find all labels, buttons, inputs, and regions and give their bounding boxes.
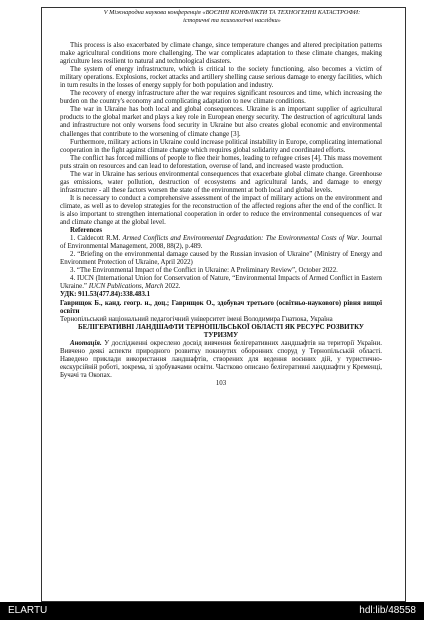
article-title: БЕЛІГЕРАТИВНІ ЛАНДШАФТИ ТЕРНОПІЛЬСЬКОЇ ОБЛАСТІ ЯК РЕСУРС РОЗВИТКУ ТУРИЗМУ xyxy=(78,323,364,339)
paragraph: It is necessary to conduct a comprehensive assessment of the impact of military actions on the environment and climate, as well as to develop strategies for the reconstruction of the affected regions after the end of the conflict. It is also important to strengthen international cooperation in order to reduce the environmental consequences of war and climate change at the global level. xyxy=(60,194,382,227)
reference-item: 4. IUCN (International Union for Conservation of Nature, “Environmental Impacts of Armed Conflict in Eastern Ukraine.” IUCN Publications, March 2022. xyxy=(60,275,382,291)
paragraph: The war in Ukraine has serious environmental consequences that exacerbate global climate change. Greenhouse gas emissions, water pollution, destruction of ecosystems and agricultural lands, and damage to energy infrastructure - all these factors worsen the state of the environment at both local and global levels. xyxy=(60,170,382,194)
abstract-label: Анотація. xyxy=(70,339,102,347)
article-authors: Гаврищок Б., канд. геогр. н., доц.; Гаврищок О., здобувач третього (освітньо-наукового) рівня вищої освіти xyxy=(60,299,382,315)
header-line-2: історичні та психологічні наслідки» xyxy=(183,16,281,24)
paragraph: Furthermore, military actions in Ukraine could increase political instability in Europe, complicating international cooperation in the fight against climate change which requires global solidarity and coordinated efforts. xyxy=(60,138,382,154)
header-line-1: V Міжнародна наукова конференція «ВОЄННІ КОНФЛІКТИ ТА ТЕХНОГЕННІ КАТАСТРОФИ: xyxy=(103,9,361,16)
paragraph: The conflict has forced millions of people to flee their homes, leading to refugee crises [4]. This mass movement puts strain on resources and can lead to deforestation, overuse of land, and increased waste production. xyxy=(60,154,382,170)
reference-item: 2. “Briefing on the environmental damage caused by the Russian invasion of Ukraine” (Ministry of Energy and Environment Protection of Ukraine, April 2022) xyxy=(60,251,382,267)
paragraph: The war in Ukraine has both local and global consequences. Ukraine is an important supplier of agricultural products to the global market and plays a key role in European energy security. The destruction of agricultural lands and infrastructure not only worsens food security in Ukraine but also creates global economic and environmental challenges that contribute to the worsening of climate change [3]. xyxy=(60,106,382,138)
paragraph: The recovery of energy infrastructure after the war requires significant resources and time, which increasing the burden on the country's economy and complicating adaptation to new climate conditions. xyxy=(60,90,382,106)
reference-item: 1. Caldecott R.M. Armed Conflicts and Environmental Degradation: The Environmental Costs of War. Journal of Environmental Management, 2008, 88(2), p.489. xyxy=(60,235,382,251)
footer-bar xyxy=(0,602,424,620)
body-text xyxy=(60,42,382,388)
udk-code: УДК: 911.53(477.84):338.483.1 xyxy=(60,291,151,299)
abstract-text: У дослідженні окреслено досвід вивчення белігеративних ландшафтів на території України. Вивчено деякі аспекти природного розвитку покинутих оборонних споруд у Тернопільській області. Наведено приклади використання ландшафтів, створених для ведення воєнних дій, у туристично-екскурсійній роботі, зокрема, зі здобувачами освіти. Частково описано белігеративні ландшафти у Кременці, Бучачі та Окопах. xyxy=(60,339,382,380)
author-affiliation: Тернопільський національний педагогічний університет імені Володимира Гнатюка, Україна xyxy=(60,315,333,323)
running-header xyxy=(60,9,404,24)
reference-item: 3. “The Environmental Impact of the Conflict in Ukraine: A Preliminary Review”, October 2022. xyxy=(70,267,338,275)
paragraph: The system of energy infrastructure, which is critical to the society functioning, also becomes a victim of military operations. Explosions, rocket attacks and artillery shelling cause serious damage to energy facilities, which in turn results in the losses of energy supply for both population and industry. xyxy=(60,66,382,90)
footer-handle-link[interactable]: hdl:lib/48558 xyxy=(359,605,416,616)
abstract xyxy=(60,340,382,380)
page-number: 103 xyxy=(215,380,227,388)
references-title: References xyxy=(70,227,103,235)
footer-repository-label: ELARTU xyxy=(8,605,48,616)
paragraph: This process is also exacerbated by climate change, since temperature changes and altered precipitation patterns make agricultural conditions more challenging. The war complicates adaptation to these climate changes, making agriculture less resilient to natural and technological disasters. xyxy=(60,42,382,66)
